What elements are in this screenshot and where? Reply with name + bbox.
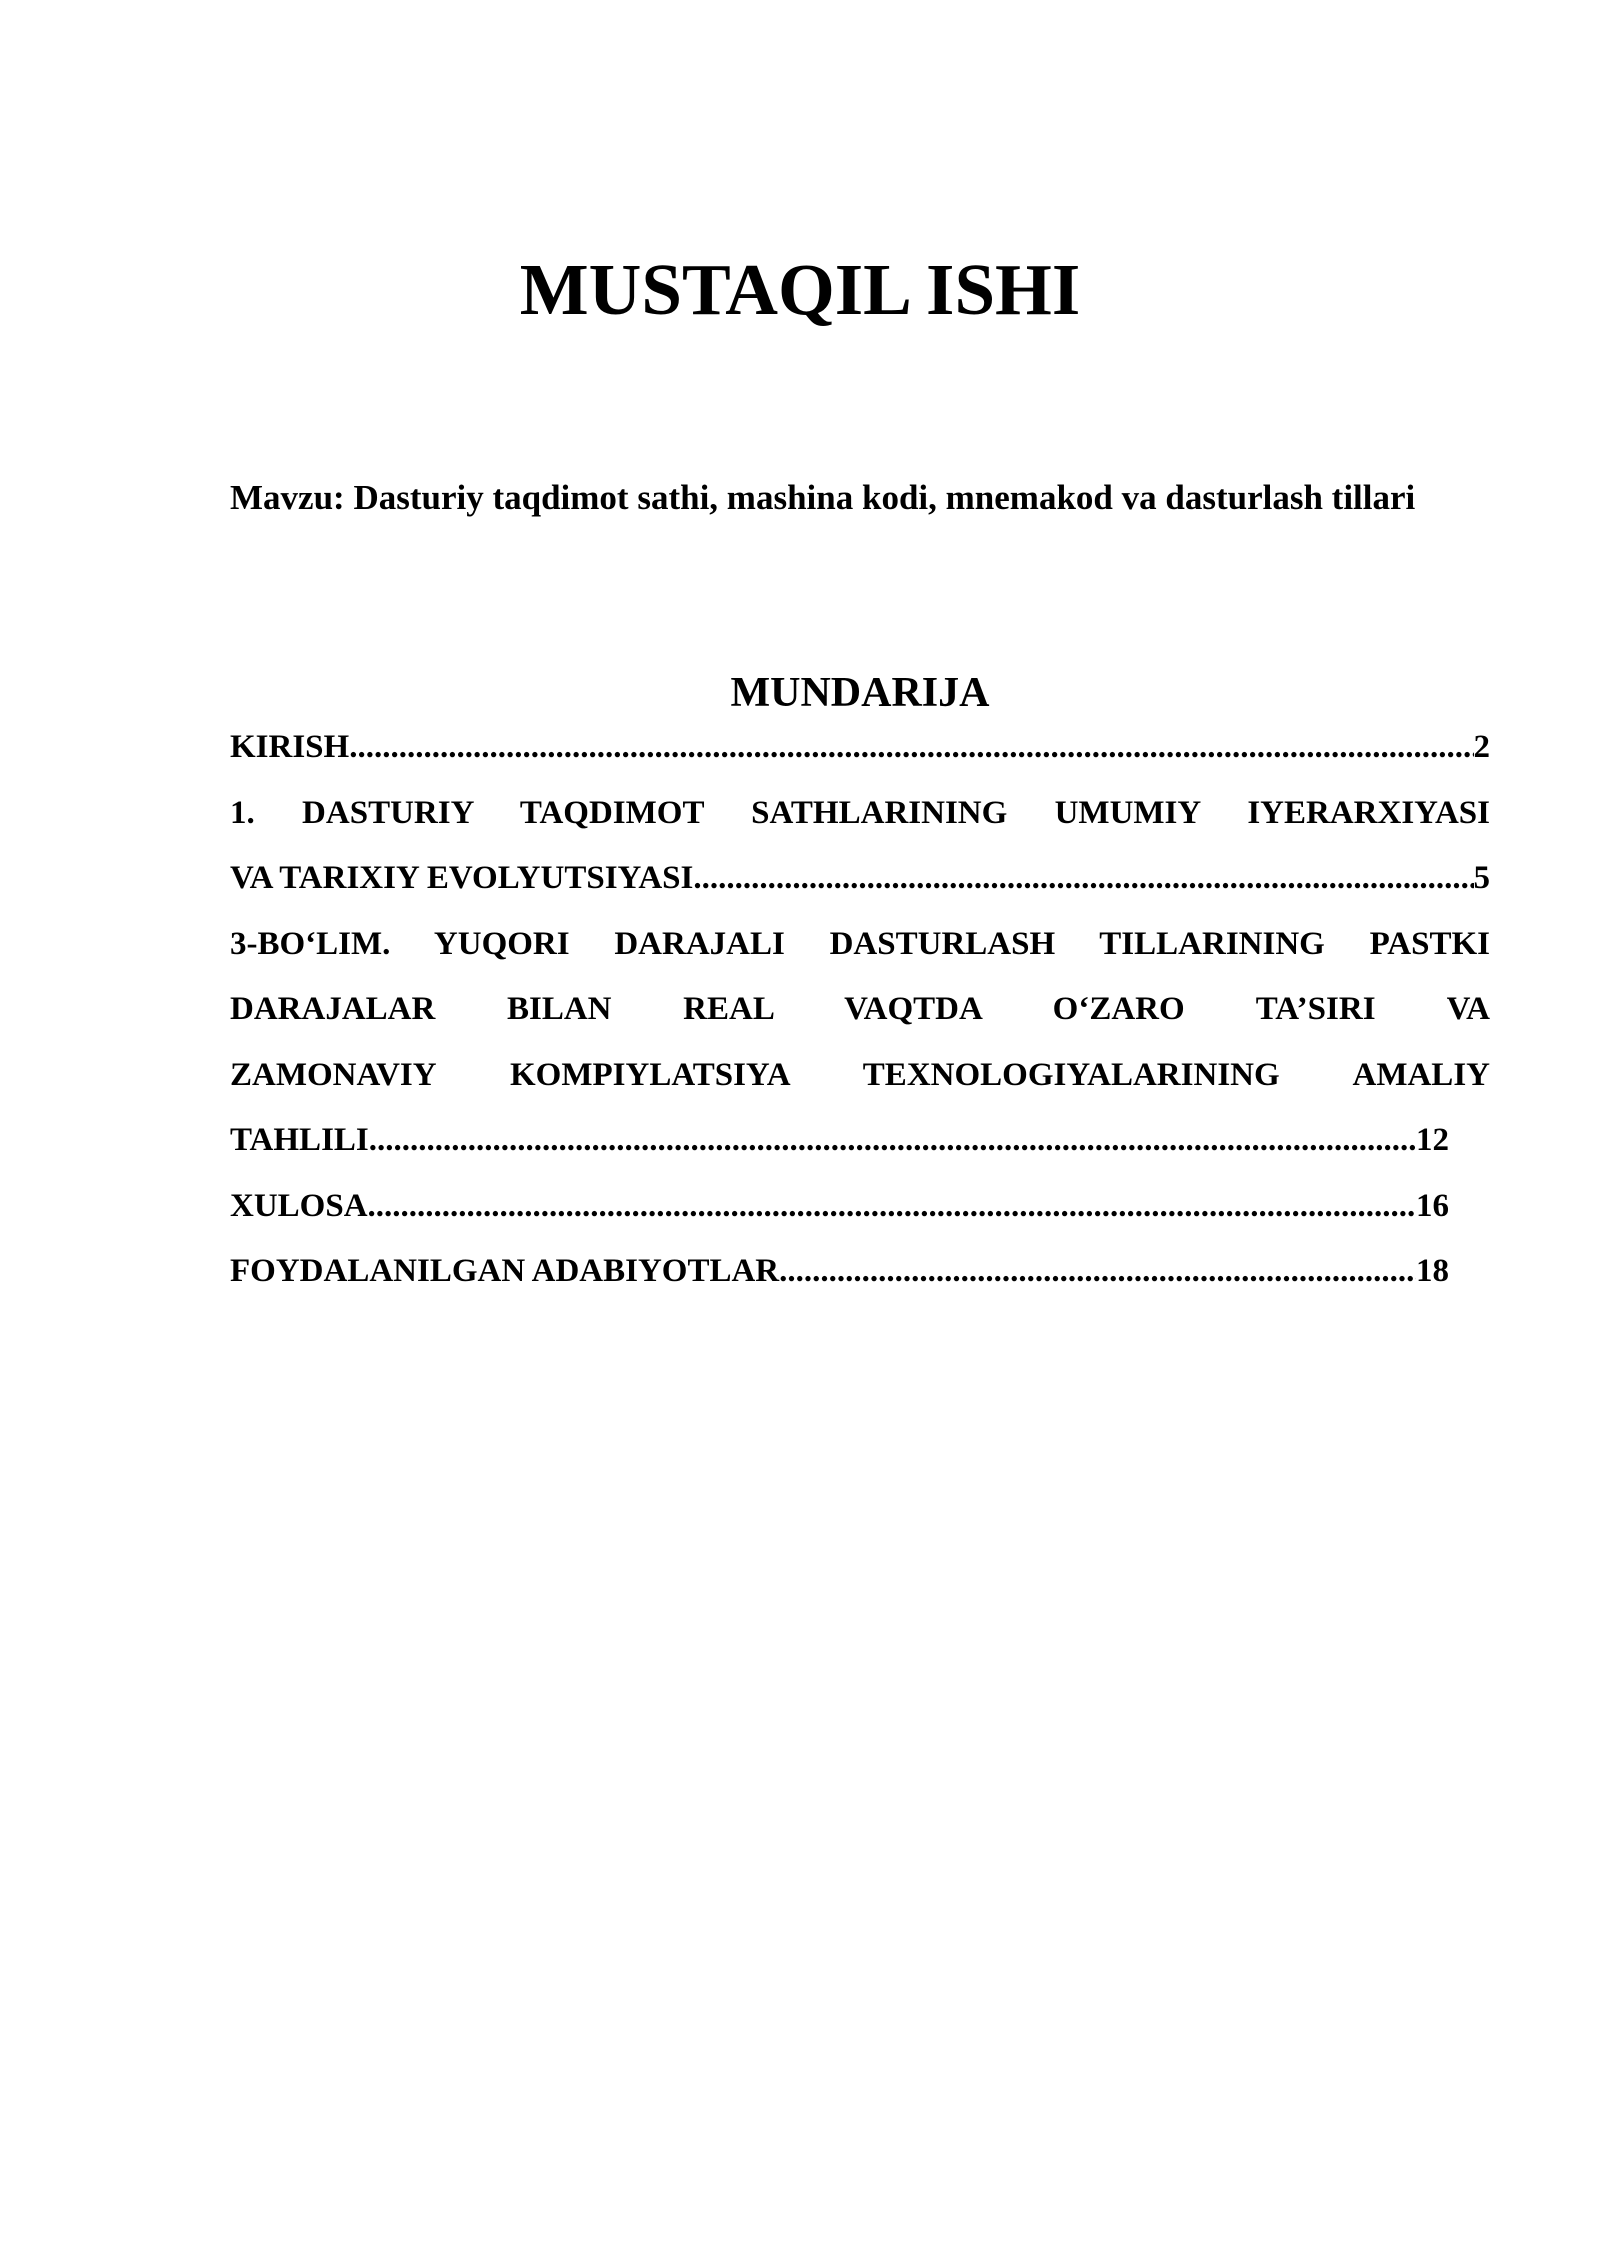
toc-entry-line (230, 1174, 1449, 1240)
toc-page-number: 2 (1473, 729, 1490, 765)
document-subject: Mavzu: Dasturiy taqdimot sathi, mashina kodi, mnemakod va dasturlash tillari (230, 478, 1416, 517)
toc-entry-line (230, 715, 1490, 781)
toc-page-number: 16 (1416, 1187, 1449, 1224)
toc-page-number: 18 (1416, 1253, 1449, 1289)
table-of-contents (230, 715, 1490, 1305)
toc-leader-dots (693, 846, 1473, 912)
toc-entry-section-3 (230, 912, 1490, 1174)
toc-page-number: 12 (1416, 1122, 1449, 1158)
toc-entry-xulosa (230, 1174, 1490, 1240)
toc-entry-line (230, 1239, 1449, 1305)
toc-entry-title: TAHLILI (230, 1122, 369, 1158)
toc-entry-title: XULOSA (230, 1187, 368, 1224)
toc-entry-line (230, 1108, 1449, 1174)
toc-entry-section-1 (230, 781, 1490, 912)
toc-entry-title: FOYDALANILGAN ADABIYOTLAR (230, 1253, 780, 1289)
toc-leader-dots (369, 1108, 1416, 1174)
toc-page-number: 5 (1473, 860, 1490, 896)
toc-entry-references (230, 1239, 1490, 1305)
document-title: MUSTAQIL ISHI (519, 249, 1081, 330)
toc-entry-title-line: 1. DASTURIY TAQDIMOT SATHLARINING UMUMIY IYERARXIYASI (230, 794, 1490, 831)
toc-entry-title: VA TARIXIY EVOLYUTSIYASI (230, 860, 694, 896)
toc-entry-title-line: ZAMONAVIY KOMPIYLATSIYA TEXNOLOGIYALARINING AMALIY (230, 1056, 1490, 1093)
toc-entry-title: KIRISH (230, 729, 350, 765)
toc-entry-title-line: DARAJALAR BILAN REAL VAQTDA O‘ZARO TA’SIRI VA (230, 991, 1490, 1027)
toc-leader-dots (779, 1239, 1416, 1305)
toc-entry-title-line: 3-BO‘LIM. YUQORI DARAJALI DASTURLASH TILLARINING PASTKI (230, 925, 1490, 962)
toc-leader-dots (368, 1174, 1416, 1240)
toc-heading: MUNDARIJA (730, 670, 990, 716)
toc-entry-kirish (230, 715, 1490, 781)
toc-entry-line (230, 846, 1490, 912)
toc-leader-dots (349, 715, 1473, 781)
